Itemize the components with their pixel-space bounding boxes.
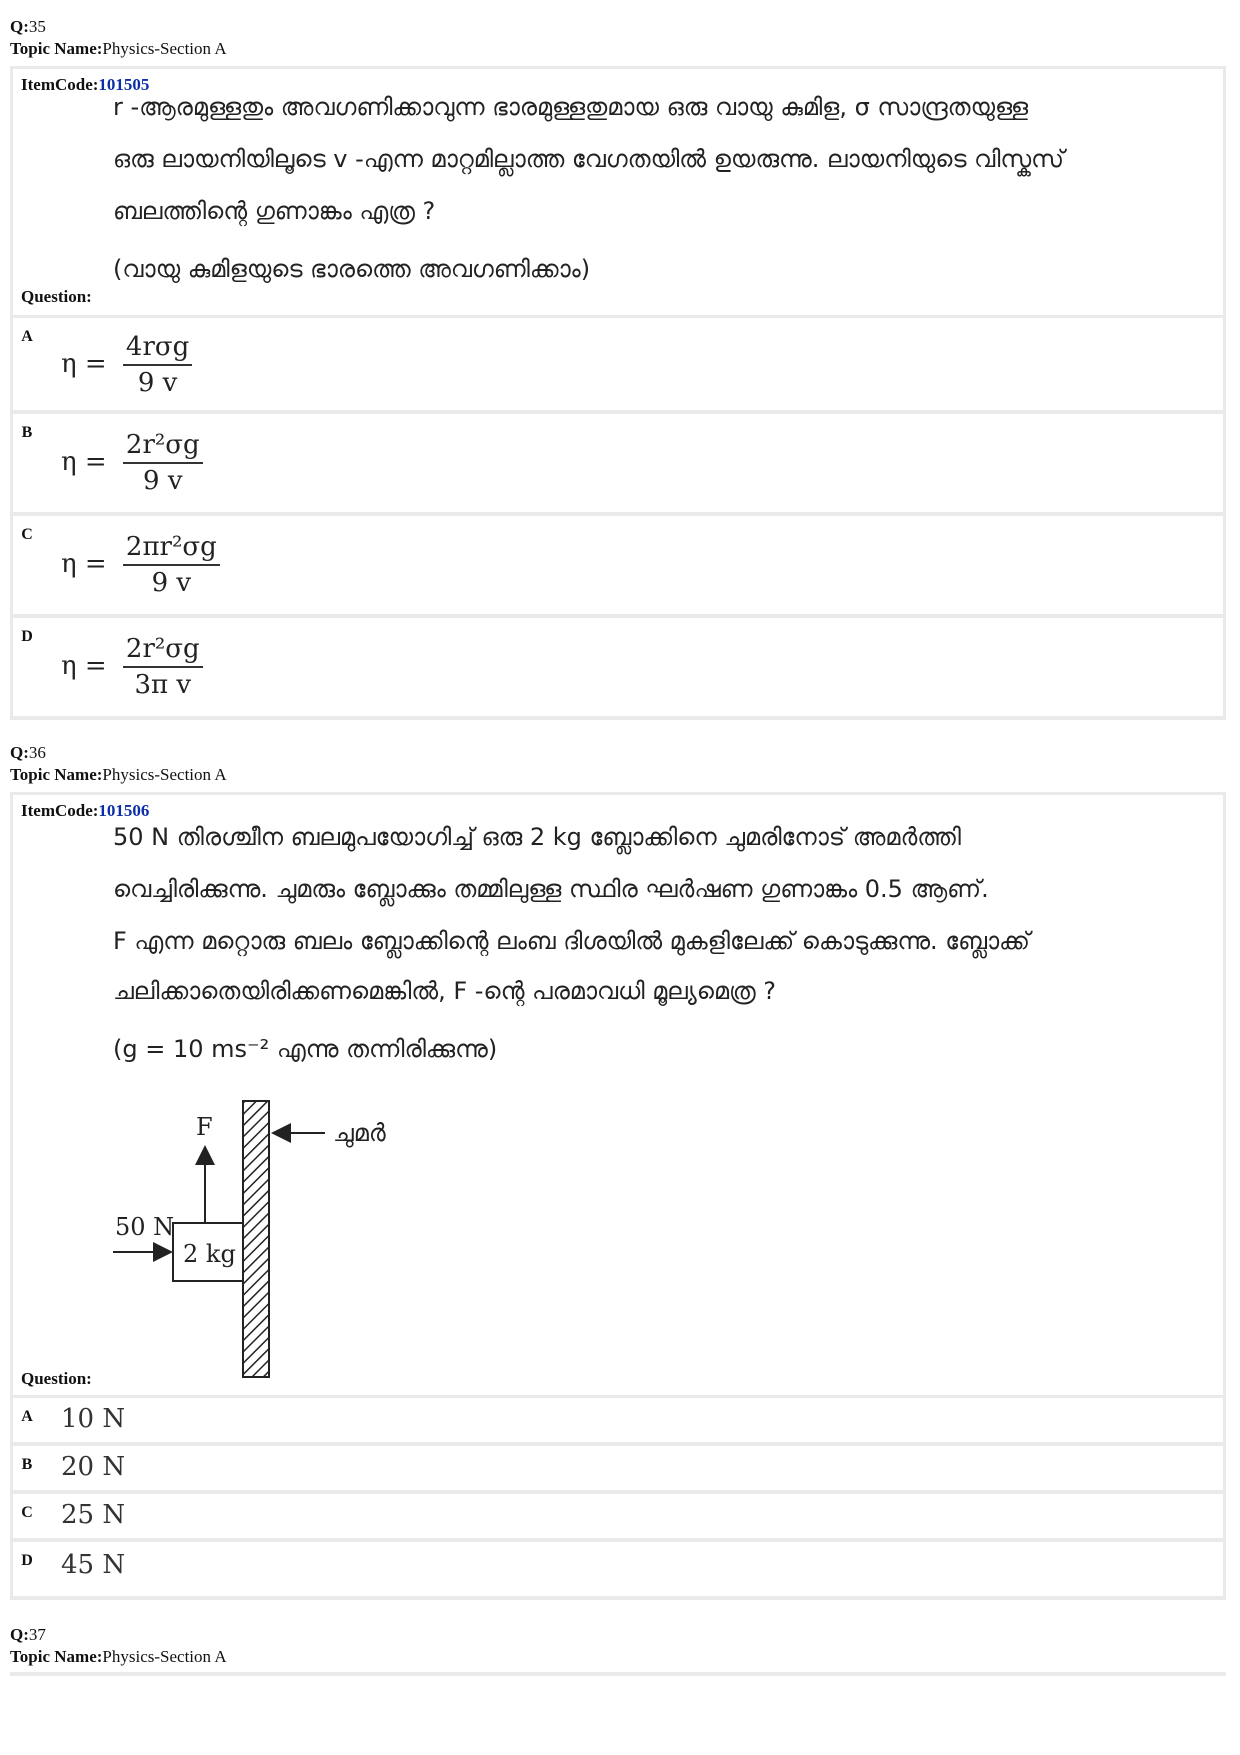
formula [61,532,220,598]
option-b[interactable] [13,414,1223,512]
option-body [45,414,1223,512]
q35-panel [10,66,1226,720]
q-label: Q: [10,17,29,36]
option-c[interactable] [13,516,1223,614]
denominator: 9 v [143,466,183,496]
q-number: 35 [28,17,46,36]
itemcode [21,801,149,821]
option-a[interactable] [13,1398,1223,1442]
q-number: 37 [28,1625,46,1644]
question-label: Question: [21,1369,92,1388]
q-number: 36 [28,743,46,762]
option-letter: B [21,1456,33,1473]
question-line: ബലത്തിന്റെ ഗുണാങ്കം എത്ര ? [113,197,436,225]
itemcode-label: ItemCode: [21,75,99,94]
question-line: F എന്ന മറ്റൊരു ബലം ബ്ലോക്കിന്റെ ലംബ ദിശയിൽ മുകളിലേക്ക് കൊടുക്കുന്നു. ബ്ലോക്ക് [113,927,1030,955]
numerator: 4rσg [123,332,192,366]
force-label: F [196,1113,213,1141]
block-wall-diagram [103,1095,463,1385]
option-body [45,1446,1223,1490]
option-body [45,618,1223,716]
itemcode [21,75,149,95]
option-body [45,516,1223,614]
formula-lhs: η = [61,651,107,681]
option-letter: A [21,1408,33,1425]
question-line: (വായു കുമിളയുടെ ഭാരത്തെ അവഗണിക്കാം) [113,255,591,283]
q-label: Q: [10,743,29,762]
question-line: r -ആരമുള്ളതും അവഗണിക്കാവുന്ന ഭാരമുള്ളതുമായ ഒരു വായു കുമിള, σ സാന്ദ്രതയുള്ള [113,93,1029,121]
option-body [45,1398,1223,1442]
itemcode-value: 101505 [98,75,150,94]
q37-header [10,1624,227,1668]
push-label: 50 N [115,1213,175,1241]
wall [243,1101,269,1377]
q36-panel [10,792,1226,1600]
option-c[interactable] [13,1494,1223,1538]
option-letter: C [21,526,33,543]
option-a[interactable] [13,318,1223,410]
q36-header [10,742,227,786]
option-letter: A [21,328,33,345]
fraction [123,634,203,700]
fraction [123,430,203,496]
block-label: 2 kg [183,1240,236,1268]
topic-label: Topic Name: [10,39,103,58]
denominator: 9 v [137,368,178,398]
formula [61,430,203,496]
option-d[interactable] [13,1542,1223,1596]
option-letter: D [21,628,33,645]
q36-question-box [13,795,1223,1395]
formula-lhs: η = [61,447,107,477]
formula-lhs: η = [61,549,107,579]
numerator: 2πr²σg [123,532,220,566]
option-value: 45 N [61,1550,126,1580]
option-b[interactable] [13,1446,1223,1490]
option-letter: D [21,1552,33,1569]
question-line: ചലിക്കാതെയിരിക്കണമെങ്കിൽ, F -ന്റെ പരമാവധി മൂല്യമെത്ര ? [113,977,777,1005]
denominator: 9 v [151,568,192,598]
option-body [45,1542,1223,1596]
denominator: 3π v [134,670,192,700]
option-body [45,318,1223,410]
itemcode-label: ItemCode: [21,801,99,820]
option-value: 25 N [61,1500,126,1530]
option-body [45,1494,1223,1538]
topic-value: Physics-Section A [102,39,227,58]
q37-panel-top [10,1672,1226,1676]
q35-header [10,16,227,60]
formula [61,332,192,398]
option-d[interactable] [13,618,1223,716]
topic-label: Topic Name: [10,765,103,784]
numerator: 2r²σg [123,430,203,464]
question-label: Question: [21,287,92,306]
topic-value: Physics-Section A [102,765,227,784]
question-line: വെച്ചിരിക്കുന്നു. ചുമരും ബ്ലോക്കും തമ്മിലുള്ള സ്ഥിര ഘർഷണ ഗുണാങ്കം 0.5 ആണ്. [113,875,989,903]
wall-label: ചുമർ [333,1119,386,1147]
formula [61,634,203,700]
option-value: 20 N [61,1452,126,1482]
fraction [123,332,192,398]
question-line: 50 N തിരശ്ചീന ബലമുപയോഗിച്ച് ഒരു 2 kg ബ്ലോക്കിനെ ചുമരിനോട് അമർത്തി [113,823,961,851]
option-letter: B [21,424,33,441]
itemcode-value: 101506 [98,801,150,820]
numerator: 2r²σg [123,634,203,668]
option-letter: C [21,1504,33,1521]
fraction [123,532,220,598]
formula-lhs: η = [61,349,107,379]
topic-label: Topic Name: [10,1647,103,1666]
topic-value: Physics-Section A [102,1647,227,1666]
question-line: (g = 10 ms⁻² എന്നു തന്നിരിക്കുന്നു) [113,1035,498,1063]
q35-question-box [13,69,1223,315]
question-line: ഒരു ലായനിയിലൂടെ v -എന്ന മാറ്റമില്ലാത്ത വേഗതയിൽ ഉയരുന്നു. ലായനിയുടെ വിസ്കസ് [113,145,1065,173]
q-label: Q: [10,1625,29,1644]
option-value: 10 N [61,1404,126,1434]
